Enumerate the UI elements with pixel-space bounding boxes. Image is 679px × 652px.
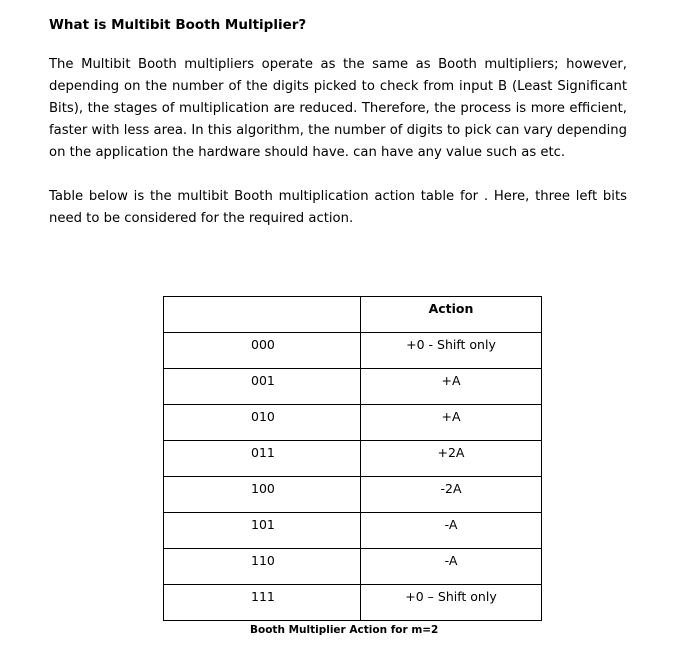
- bits-cell: 011: [164, 441, 361, 477]
- bits-cell: 010: [164, 405, 361, 441]
- bits-cell: 100: [164, 477, 361, 513]
- action-cell: +2A: [361, 441, 542, 477]
- bits-cell: 000: [164, 333, 361, 369]
- table-row: [164, 405, 542, 441]
- action-cell: -A: [361, 549, 542, 585]
- bits-cell: 111: [164, 585, 361, 621]
- table-row: [164, 585, 542, 621]
- header-action: Action: [361, 297, 542, 333]
- bits-cell: 110: [164, 549, 361, 585]
- table-row: [164, 441, 542, 477]
- booth-action-table: [163, 296, 542, 621]
- table-row: [164, 513, 542, 549]
- page-heading: What is Multibit Booth Multiplier?: [49, 17, 307, 33]
- action-cell: +0 - Shift only: [361, 333, 542, 369]
- bits-cell: 001: [164, 369, 361, 405]
- action-cell: -2A: [361, 477, 542, 513]
- table-header-row: [164, 297, 542, 333]
- table-row: [164, 549, 542, 585]
- table-intro-paragraph: Table below is the multibit Booth multiplication action table for . Here, three left bits need to be considered for the required action.: [49, 189, 627, 226]
- table-caption: Booth Multiplier Action for m=2: [250, 624, 439, 636]
- header-bits: [164, 297, 361, 333]
- intro-paragraph: The Multibit Booth multipliers operate as the same as Booth multipliers; however, depending on the number of the digits picked to check from input B (Least Significant Bits), the stages of multiplication are reduced. Therefore, the process is more efficient, faster with less area. In this algorithm, the number of digits to pick can vary depending on the application the hardware should have. can have any value such as etc.: [49, 57, 627, 160]
- action-cell: -A: [361, 513, 542, 549]
- action-cell: +A: [361, 405, 542, 441]
- action-cell: +A: [361, 369, 542, 405]
- table-row: [164, 369, 542, 405]
- table-row: [164, 477, 542, 513]
- action-cell: +0 – Shift only: [361, 585, 542, 621]
- table-row: [164, 333, 542, 369]
- bits-cell: 101: [164, 513, 361, 549]
